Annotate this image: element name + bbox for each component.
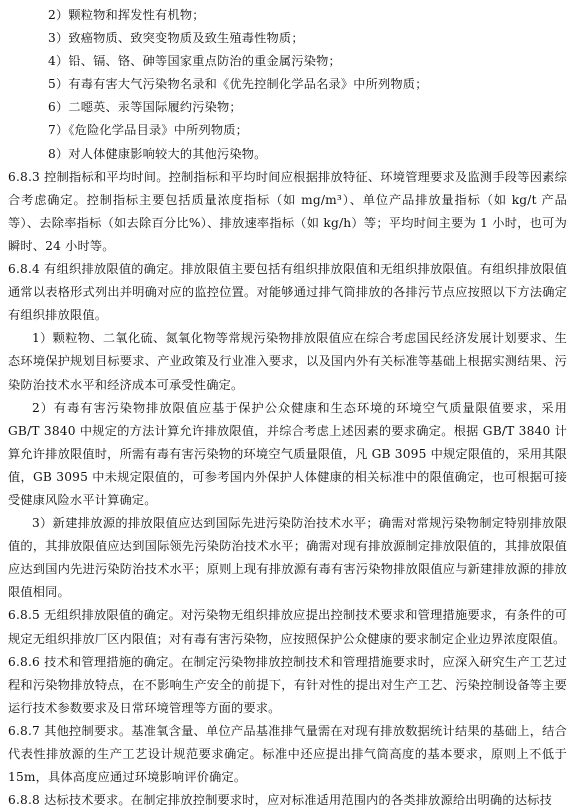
list-item: 3）致癌物质、致突变物质及致生殖毒性物质；: [48, 31, 304, 46]
section-6-8-6: [8, 651, 567, 720]
section-number: 6.8.4: [8, 262, 41, 277]
section-6-8-4: [8, 258, 567, 327]
section-number: 6.8.3: [8, 169, 41, 184]
list-item: 5）有毒有害大气污染物名录和《优先控制化学品名录》中所列物质；: [48, 77, 428, 92]
section-number: 6.8.7: [8, 723, 41, 738]
section-number: 6.8.8: [8, 793, 41, 808]
section-6-8-4-item-1: 1）颗粒物、二氧化硫、氮氧化物等常规污染物排放限值应在综合考虑国民经济发展计划要求、生态环境保护规划目标要求、产业政策及行业准入要求，以及国内外有关标准等基础上根据实测结果、污染防治技术水平和经济成本可承受性确定。: [8, 331, 567, 392]
section-text: 其他控制要求。基准氧含量、单位产品基准排气量需在对现有排放数据统计结果的基础上，结合代表性排放源的生产工艺设计规范要求确定。标准中还应提出排气筒高度的基本要求，原则上不低于 15m，具体高度应通过环境影响评价确定。: [8, 723, 567, 785]
list-item: 7）《危险化学品目录》中所列物质；: [48, 123, 249, 138]
section-6-8-3: [8, 166, 567, 258]
pollutant-list: [8, 4, 567, 166]
list-item: 4）铅、镉、铬、砷等国家重点防治的重金属污染物；: [48, 54, 341, 69]
list-item: 6）二噁英、汞等国际履约污染物；: [48, 100, 242, 115]
section-6-8-4-item-2: 2）有毒有害污染物排放限值应基于保护公众健康和生态环境的环境空气质量限值要求，采用 GB/T 3840 中规定的方法计算允许排放限值，并综合考虑上述因素的要求确定。根据 GB/T 3840 计算允许排放限值时，所需有毒有害污染物的环境空气质量限值，凡 GB 3095 中规定限值的，采用其限值，GB 3095 中未规定限值的，可参考国内外保护人体健康的相关标准中的限值确定，也可根据可接受健康风险水平计算确定。: [8, 400, 567, 507]
section-6-8-4-item-3: 3）新建排放源的排放限值应达到国际先进污染防治技术水平；确需对常规污染物制定特别排放限值的，其排放限值应达到国际领先污染防治技术水平；确需对现有排放源制定排放限值的，其排放限值应达到国内先进污染防治技术水平；原则上现有排放源有毒有害污染物排放限值应与新建排放源的排放限值相同。: [8, 516, 567, 600]
section-text: 达标技术要求。在制定排放控制要求时，应对标准适用范围内的各类排放源给出明确的达标技: [44, 793, 552, 808]
section-text: 技术和管理措施的确定。在制定污染物排放控制技术和管理措施要求时，应深入研究生产工艺过程和污染物排放特点，在不影响生产安全的前提下，有针对性的提出对生产工艺、污染控制设备等主要运行技术参数要求及日常环境管理等方面的要求。: [8, 654, 567, 715]
section-text: 有组织排放限值的确定。排放限值主要包括有组织排放限值和无组织排放限值。有组织排放限值通常以表格形式列出并明确对应的监控位置。对能够通过排气筒排放的各排污节点应按照以下方法确定有组织排放限值。: [8, 262, 567, 323]
section-text: 控制指标和平均时间。控制指标和平均时间应根据排放特征、环境管理要求及监测手段等因素综合考虑确定。控制指标主要包括质量浓度指标（如 mg/m³）、单位产品排放量指标（如 kg/t 产品等）、去除率指标（如去除百分比%）、排放速率指标（如 kg/h）等；平均时间主要为 1 小时，也可为瞬时、24 小时等。: [8, 169, 567, 253]
section-6-8-5: [8, 604, 567, 650]
section-number: 6.8.5: [8, 608, 41, 623]
section-number: 6.8.6: [8, 654, 41, 669]
list-item: 2）颗粒物和挥发性有机物；: [48, 8, 205, 22]
section-6-8-8: [8, 789, 567, 812]
section-6-8-7: [8, 720, 567, 789]
section-text: 无组织排放限值的确定。对污染物无组织排放应提出控制技术要求和管理措施要求，有条件的可规定无组织排放厂区内限值；对有毒有害污染物，应按照保护公众健康的要求制定企业边界浓度限值。: [8, 608, 567, 646]
list-item: 8）对人体健康影响较大的其他污染物。: [48, 146, 267, 161]
